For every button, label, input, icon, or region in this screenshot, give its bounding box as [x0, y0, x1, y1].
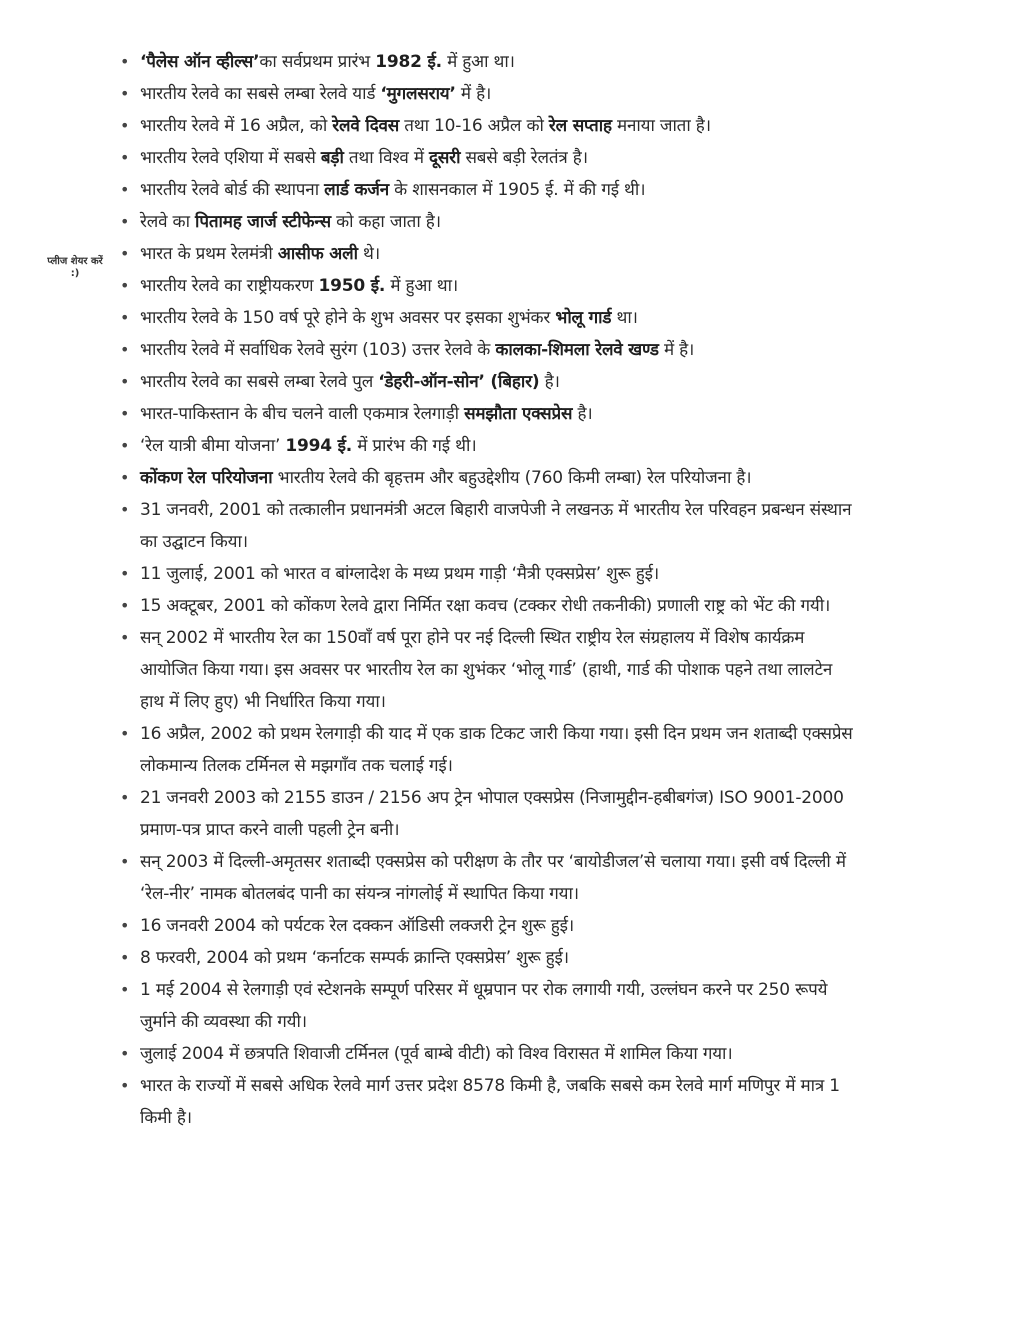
fact-item	[114, 974, 854, 1038]
fact-item	[114, 942, 854, 974]
fact-item	[114, 174, 854, 206]
fact-highlight: 1982 ई.	[375, 52, 442, 72]
fact-text: 8 फरवरी, 2004 को प्रथम ‘कर्नाटक सम्पर्क क्रान्ति एक्सप्रेस’ शुरू हुई।	[140, 948, 569, 968]
fact-text: भारत के प्रथम रेलमंत्री	[140, 244, 278, 264]
fact-highlight: ‘डेहरी-ऑन-सोन’ (बिहार)	[378, 372, 540, 392]
facts-list	[114, 46, 854, 1134]
fact-highlight: 1994 ई.	[285, 436, 352, 456]
fact-text: में हुआ था।	[441, 52, 515, 72]
fact-item	[114, 622, 854, 718]
fact-text: है।	[539, 372, 560, 392]
fact-text: भारतीय रेलवे की बृहत्तम और बहुउद्देशीय (760 किमी लम्बा) रेल परियोजना है।	[272, 468, 752, 488]
fact-highlight: ‘पैलेस ऑन व्हील्स’	[140, 52, 260, 72]
fact-text: सबसे बड़ी रेलतंत्र है।	[460, 148, 588, 168]
fact-highlight: कालका-शिमला रेलवे खण्ड	[495, 340, 659, 360]
fact-item	[114, 1038, 854, 1070]
fact-item	[114, 46, 854, 78]
fact-text: भारतीय रेलवे में 16 अप्रैल, को	[140, 116, 333, 136]
fact-text: भारत-पाकिस्तान के बीच चलने वाली एकमात्र रेलगाड़ी	[140, 404, 465, 424]
fact-item	[114, 590, 854, 622]
fact-text: भारतीय रेलवे का राष्ट्रीयकरण	[140, 276, 319, 296]
fact-text: मनाया जाता है।	[611, 116, 711, 136]
fact-item	[114, 78, 854, 110]
fact-item	[114, 782, 854, 846]
fact-text: सन् 2003 में दिल्ली-अमृतसर शताब्दी एक्सप्रेस को परीक्षण के तौर पर ‘बायोडीजल’से चलाया गया। इसी वर्ष दिल्ली में ‘रेल-नीर’ नामक बोतलबंद पानी का संयन्त्र नांगलोई में स्थापित किया गया।	[140, 852, 846, 904]
fact-item	[114, 1070, 854, 1134]
fact-highlight: आसीफ अली	[277, 244, 358, 264]
fact-text: तथा विश्व में	[343, 148, 429, 168]
fact-item	[114, 846, 854, 910]
fact-text: थे।	[357, 244, 380, 264]
fact-text: तथा 10-16 अप्रैल को	[399, 116, 549, 136]
fact-item	[114, 206, 854, 238]
fact-text: भारतीय रेलवे बोर्ड की स्थापना	[140, 180, 325, 200]
fact-item	[114, 558, 854, 590]
fact-highlight: कोंकण रेल परियोजना	[140, 468, 273, 488]
fact-item	[114, 462, 854, 494]
fact-text: 15 अक्टूबर, 2001 को कोंकण रेलवे द्वारा निर्मित रक्षा कवच (टक्कर रोधी तकनीकी) प्रणाली राष्ट्र को भेंट की गयी।	[140, 596, 831, 616]
fact-item	[114, 110, 854, 142]
fact-text: 11 जुलाई, 2001 को भारत व बांग्लादेश के मध्य प्रथम गाड़ी ‘मैत्री एक्सप्रेस’ शुरू हुई।	[140, 564, 659, 584]
fact-item	[114, 398, 854, 430]
fact-highlight: लार्ड कर्जन	[324, 180, 389, 200]
fact-item	[114, 302, 854, 334]
fact-item	[114, 910, 854, 942]
fact-text: के शासनकाल में 1905 ई. में की गई थी।	[388, 180, 646, 200]
fact-text: भारत के राज्यों में सबसे अधिक रेलवे मार्ग उत्तर प्रदेश 8578 किमी है, जबकि सबसे कम रेलवे मार्ग मणिपुर में मात्र 1 किमी है।	[140, 1076, 840, 1128]
fact-item	[114, 494, 854, 558]
fact-text: 31 जनवरी, 2001 को तत्कालीन प्रधानमंत्री अटल बिहारी वाजपेजी ने लखनऊ में भारतीय रेल परिवहन प्रबन्धन संस्थान का उद्घाटन किया।	[140, 500, 852, 552]
fact-highlight: समझौता एक्सप्रेस	[464, 404, 573, 424]
fact-item	[114, 142, 854, 174]
fact-item	[114, 270, 854, 302]
fact-text: को कहा जाता है।	[330, 212, 441, 232]
fact-text: ‘रेल यात्री बीमा योजना’	[140, 436, 286, 456]
fact-text: में है।	[658, 340, 695, 360]
fact-text: भारतीय रेलवे में सर्वाधिक रेलवे सुरंग (103) उत्तर रेलवे के	[140, 340, 496, 360]
fact-highlight: ‘मुगलसराय’	[380, 84, 456, 104]
fact-text: रेलवे का	[140, 212, 195, 232]
fact-text: में हुआ था।	[385, 276, 459, 296]
fact-highlight: 1950 ई.	[318, 276, 386, 296]
fact-item	[114, 718, 854, 782]
fact-highlight: भोलू गार्ड	[555, 308, 612, 328]
fact-text: 21 जनवरी 2003 को 2155 डाउन / 2156 अप ट्रेन भोपाल एक्सप्रेस (निजामुद्दीन-हबीबगंज) ISO 9001-2000 प्रमाण-पत्र प्राप्त करने वाली पहली ट्रेन बनी।	[140, 788, 844, 840]
fact-highlight: दूसरी	[429, 148, 461, 168]
fact-text: भारतीय रेलवे एशिया में सबसे	[140, 148, 321, 168]
fact-item	[114, 366, 854, 398]
fact-text: भारतीय रेलवे का सबसे लम्बा रेलवे पुल	[140, 372, 379, 392]
fact-text: में है।	[455, 84, 492, 104]
fact-item	[114, 334, 854, 366]
fact-text: जुलाई 2004 में छत्रपति शिवाजी टर्मिनल (पूर्व बाम्बे वीटी) को विश्व विरासत में शामिल किया गया।	[140, 1044, 733, 1064]
fact-highlight: पितामह जार्ज स्टीफेन्स	[195, 212, 331, 232]
fact-text: में प्रारंभ की गई थी।	[352, 436, 477, 456]
fact-text: भारतीय रेलवे का सबसे लम्बा रेलवे यार्ड	[140, 84, 381, 104]
fact-text: 1 मई 2004 से रेलगाड़ी एवं स्टेशनके सम्पूर्ण परिसर में धूम्रपान पर रोक लगायी गयी, उल्लंघन करने पर 250 रूपये जुर्माने की व्यवस्था की गयी।	[140, 980, 828, 1032]
fact-item	[114, 430, 854, 462]
fact-item	[114, 238, 854, 270]
fact-text: 16 जनवरी 2004 को पर्यटक रेल दक्कन ऑडिसी लक्जरी ट्रेन शुरू हुई।	[140, 916, 574, 936]
fact-highlight: रेल सप्ताह	[548, 116, 612, 136]
fact-text: है।	[572, 404, 593, 424]
fact-highlight: रेलवे दिवस	[332, 116, 400, 136]
fact-text: सन् 2002 में भारतीय रेल का 150वाँ वर्ष पूरा होने पर नई दिल्ली स्थित राष्ट्रीय रेल संग्रहालय में विशेष कार्यक्रम आयोजित किया गया। इस अवसर पर भारतीय रेल का शुभंकर ‘भोलू गार्ड’ (हाथी, गार्ड की पोशाक पहने तथा लालटेन हाथ में लिए हुए) भी निर्धारित किया गया।	[140, 628, 833, 712]
fact-highlight: बड़ी	[320, 148, 344, 168]
fact-text: 16 अप्रैल, 2002 को प्रथम रेलगाड़ी की याद में एक डाक टिकट जारी किया गया। इसी दिन प्रथम जन शताब्दी एक्सप्रेस लोकमान्य तिलक टर्मिनल से मझगाँव तक चलाई गई।	[140, 724, 853, 776]
fact-text: का सर्वप्रथम प्रारंभ	[259, 52, 376, 72]
fact-text: था।	[611, 308, 638, 328]
side-note: प्लीज शेयर करें :)	[47, 256, 103, 279]
fact-text: भारतीय रेलवे के 150 वर्ष पूरे होने के शुभ अवसर पर इसका शुभंकर	[140, 308, 556, 328]
